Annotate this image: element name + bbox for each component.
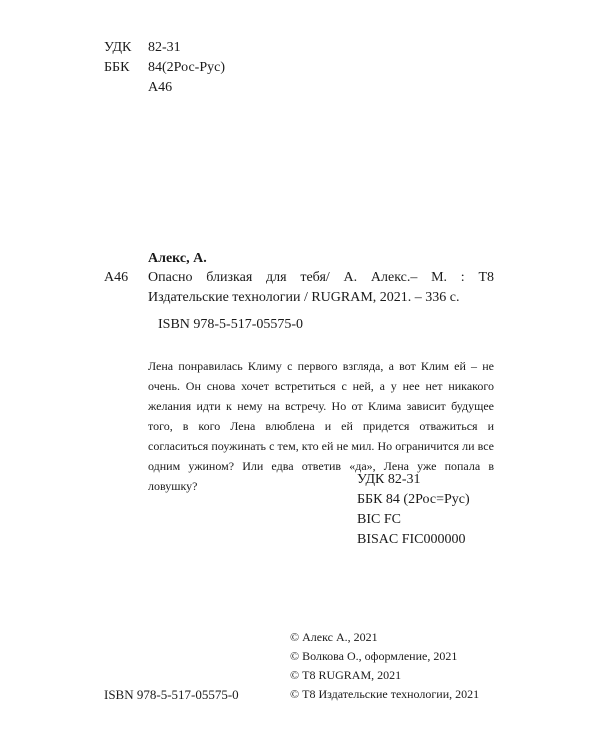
isbn-record: ISBN 978-5-517-05575-0 [158,317,304,332]
copyright-line: © Алекс А., 2021 [290,630,378,644]
bbk-value: 84(2Рос-Рус) [148,60,225,75]
bibliographic-description: Опасно близкая для тебя/ А. Алекс.– М. : Т8 Издательские технологии / RUGRAM, 2021. – 336 с. [148,270,494,305]
bbk-row [104,58,225,78]
top-author-sign: А46 [148,80,173,95]
footer-isbn: ISBN 978-5-517-05575-0 [104,687,239,702]
author-heading: Алекс, А. [148,251,207,266]
annotation: Лена понравилась Климу с первого взгляда, а вот Клим ей – не очень. Он снова хочет встретиться с ней, а у нее нет никакого желания идти к нему на встречу. Но от Клима зависит будущее того, в кого Лена влюблена и ей придется отважиться и согласиться поужинать с тем, кто ей не мил. Но ограничится ли все одним ужином? Или едва ответив «да», Лена уже попала в ловушку? [148,359,494,493]
copyright-line: © Т8 RUGRAM, 2021 [290,668,402,682]
udk-row [104,38,225,58]
bottom-classification [357,470,470,550]
udk-label: УДК [104,40,132,55]
classification-line: УДК 82-31 [357,472,421,487]
bbk-label: ББК [104,60,130,75]
classification-line: BIC FC [357,512,401,527]
copyright-block [290,628,479,704]
udk-value: 82-31 [148,40,181,55]
classification-line: BISAC FIC000000 [357,532,466,547]
classification-line: ББК 84 (2Рос=Рус) [357,492,470,507]
author-sign: А46 [104,270,129,285]
copyright-line: © Волкова О., оформление, 2021 [290,649,458,663]
copyright-line: © Т8 Издательские технологии, 2021 [290,687,480,701]
top-classification [104,38,225,78]
